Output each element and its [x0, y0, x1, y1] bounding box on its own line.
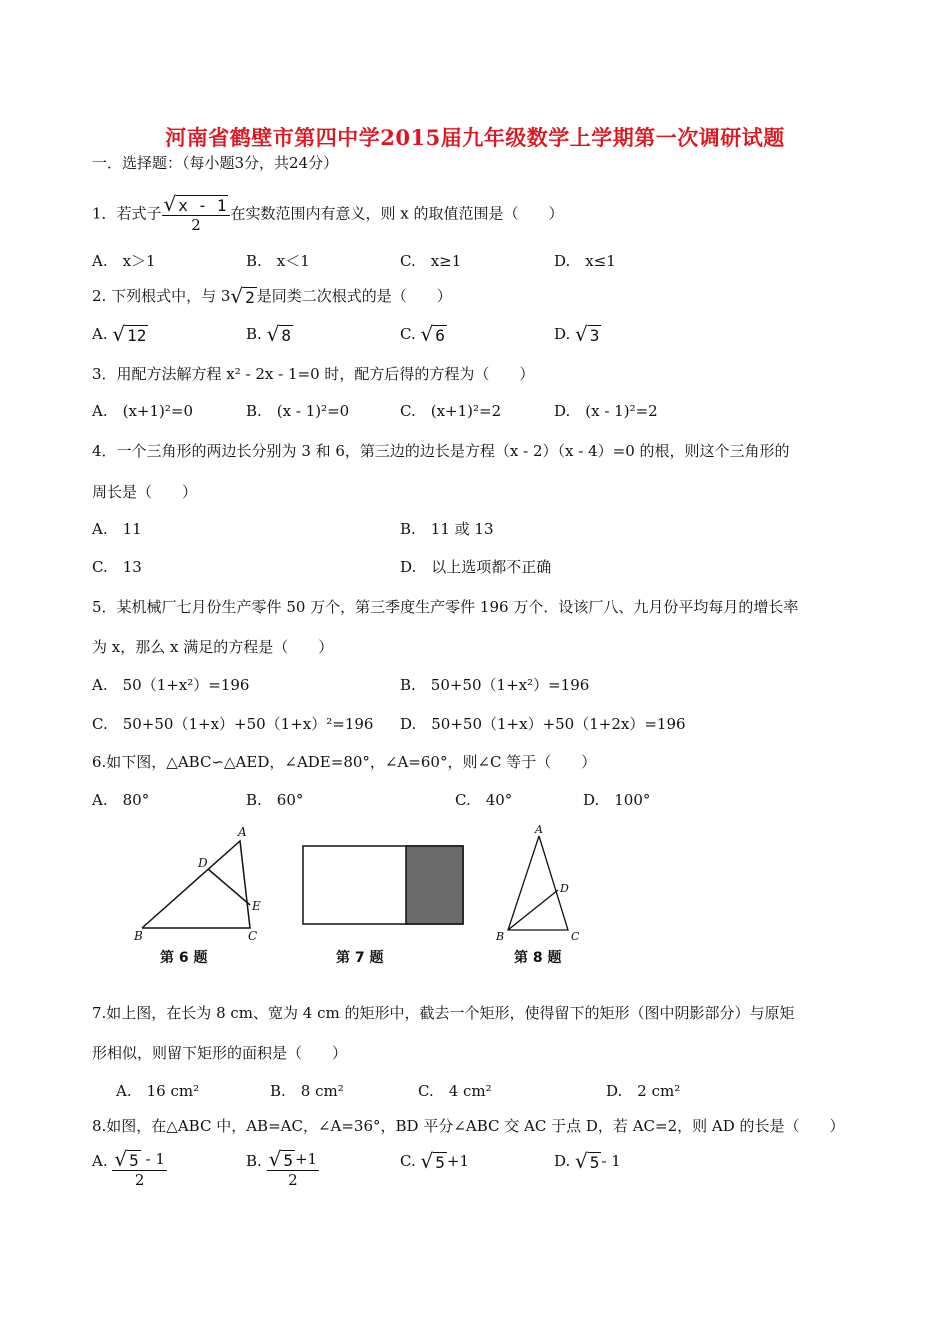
fig6-label-d: D	[198, 856, 208, 870]
fig6-label-b: B	[134, 929, 143, 943]
figure-7	[303, 846, 463, 966]
q4-option-b: B. 11 或 13	[400, 520, 494, 538]
q6-option-b: B. 60°	[246, 791, 304, 809]
q6-option-a: A. 80°	[92, 791, 150, 809]
q8-option-d: D. √ 5 - 1	[554, 1149, 621, 1173]
question-4-line2: 周长是（ ）	[92, 483, 198, 501]
q2-option-a: A. √ 12	[92, 322, 147, 346]
page-title: 河南省鹤壁市第四中学2015届九年级数学上学期第一次调研试题	[165, 125, 785, 150]
question-8: 8.如图，在△ABC 中，AB=AC，∠A=36°，BD 平分∠ABC 交 AC 于点 D，若 AC=2，则 AD 的长是（ ）	[92, 1117, 845, 1135]
question-5-line1: 5．某机械厂七月份生产零件 50 万个，第三季度生产零件 196 万个．设该厂八、九月份平均每月的增长率	[92, 598, 799, 616]
fig8-label-b: B	[496, 930, 505, 943]
q2-option-b: B. √ 8	[246, 322, 291, 346]
fig6-label-e: E	[252, 899, 261, 913]
question-6: 6.如下图，△ABC∽△AED，∠ADE=80°，∠A=60°，则∠C 等于（ ）	[92, 753, 597, 771]
question-4-line1: 4．一个三角形的两边长分别为 3 和 6，第三边的边长是方程（x - 2）（x - 4）=0 的根，则这个三角形的	[92, 442, 790, 460]
q2-option-c: C. √ 6	[400, 322, 445, 346]
fig7-caption: 第 7 题	[336, 950, 384, 966]
question-7-line2: 形相似，则留下矩形的面积是（ ）	[92, 1044, 348, 1062]
q8-option-a: A. $\frac{√ 5 - 1}{2}$	[92, 1147, 165, 1189]
q8-option-b: B. $\frac{√ 5 +1}{2}$	[246, 1147, 318, 1189]
q2-option-d: D. √ 3	[554, 322, 600, 346]
q8-option-c: C. √ 5 +1	[400, 1149, 470, 1173]
q5-option-a: A. 50（1+x²）=196	[92, 676, 250, 694]
q7-option-d: D. 2 cm²	[606, 1082, 681, 1100]
q1-option-a: A. x＞1	[92, 252, 156, 270]
q7-option-a: A. 16 cm²	[116, 1082, 200, 1100]
fig8-label-c: C	[571, 930, 580, 943]
question-1	[92, 192, 564, 234]
question-5-line2: 为 x，那么 x 满足的方程是（ ）	[92, 638, 334, 656]
q3-option-d: D. (x - 1)²=2	[554, 402, 658, 420]
question-7-line1: 7.如上图，在长为 8 cm、宽为 4 cm 的矩形中，截去一个矩形，使得留下的矩形（图中阴影部分）与原矩	[92, 1004, 795, 1022]
q2-prefix: 2. 下列根式中，与 3	[92, 287, 231, 305]
fig6-label-a: A	[238, 825, 247, 839]
q1-option-b: B. x＜1	[246, 252, 310, 270]
q3-option-a: A. (x+1)²=0	[92, 402, 194, 420]
q4-option-c: C. 13	[92, 558, 142, 576]
question-2	[92, 285, 452, 309]
q1-option-d: D. x≤1	[554, 252, 616, 270]
fig8-label-d: D	[560, 882, 569, 895]
question-3: 3．用配方法解方程 x² - 2x - 1=0 时，配方后得的方程为（ ）	[92, 365, 535, 383]
q7-option-c: C. 4 cm²	[418, 1082, 492, 1100]
q2-radical: √ 2	[230, 284, 255, 308]
q2-suffix: 是同类二次根式的是（ ）	[256, 287, 452, 305]
q1-fraction: $\frac{√ x - 1}{2}$	[162, 195, 231, 234]
q7-option-b: B. 8 cm²	[270, 1082, 344, 1100]
q6-option-d: D. 100°	[583, 791, 651, 809]
figure-8	[495, 823, 580, 966]
figures	[128, 822, 608, 972]
fig7-shaded-rect	[406, 846, 463, 924]
fig6-caption: 第 6 题	[160, 950, 208, 966]
q1-option-c: C. x≥1	[400, 252, 462, 270]
fig8-caption: 第 8 题	[514, 950, 562, 966]
q3-option-c: C. (x+1)²=2	[400, 402, 502, 420]
q3-option-b: B. (x - 1)²=0	[246, 402, 350, 420]
q4-option-a: A. 11	[92, 520, 142, 538]
section-heading: 一．选择题：（每小题3分，共24分）	[92, 154, 339, 172]
q1-prefix: 1．若式子	[92, 204, 162, 223]
fig6-label-c: C	[248, 929, 258, 943]
q6-option-c: C. 40°	[455, 791, 513, 809]
q1-suffix: 在实数范围内有意义，则 x 的取值范围是（ ）	[230, 204, 564, 223]
fig8-label-a: A	[535, 823, 543, 836]
q1-radical: √ x - 1	[163, 192, 227, 216]
q5-option-b: B. 50+50（1+x²）=196	[400, 676, 590, 694]
q4-option-d: D. 以上选项都不正确	[400, 558, 552, 576]
figure-6	[133, 825, 261, 966]
q5-option-c: C. 50+50（1+x）+50（1+x）²=196	[92, 715, 374, 733]
q5-option-d: D. 50+50（1+x）+50（1+2x）=196	[400, 715, 686, 733]
